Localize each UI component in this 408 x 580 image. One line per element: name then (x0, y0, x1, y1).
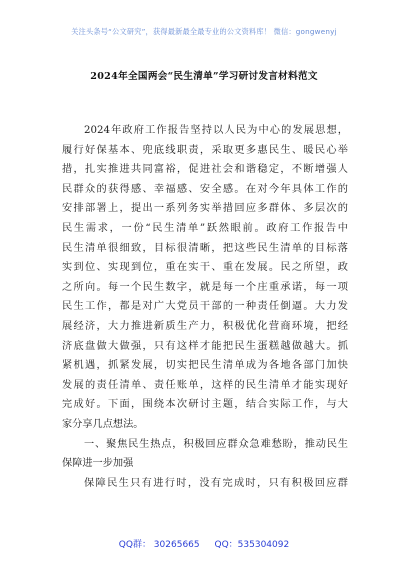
paragraph-line: 民群众的获得感、幸福感、安全感。在对今年具体工作的 (62, 183, 348, 195)
document-title: 2024年全国两会“民生清单”学习研讨发言材料范文 (90, 71, 318, 82)
paragraph-line: 紧机遇，抓紧发展，切实把民生清单成为各地各部门加快 (62, 360, 348, 372)
footer-contact (0, 537, 408, 550)
paragraph-line: 家分享几点想法。 (62, 418, 144, 430)
paragraph-line: 之所向。每一个民生数字，就是每一个庄重承诺，每一项 (62, 281, 348, 293)
paragraph-line: 民生工作，都是对广大党员干部的一种责任倒逼。大力发 (62, 301, 348, 313)
footer-qq-group: QQ群： 30265665 (118, 540, 200, 550)
paragraph-line: 完成好。下面，围绕本次研讨主题，结合实际工作，与大 (62, 399, 348, 411)
paragraph-line: 保障民生只有进行时，没有完成时，只有积极回应群 (84, 477, 348, 489)
paragraph-line: 安排部署上，提出一系列务实举措回应多群体、多层次的 (62, 203, 348, 215)
footer-qq-number: QQ：535304092 (214, 540, 290, 550)
paragraph-line: 措，扎实推进共同富裕，促进社会和谐稳定，不断增强人 (62, 164, 348, 176)
paragraph-line: 履行好保基本、兜底线职责，采取更多惠民生、暖民心举 (62, 144, 348, 156)
paragraph-line: 济底盘做大做强，只有这样才能把民生蛋糕越做越大。抓 (62, 340, 348, 352)
paragraph-line: 展经济，大力推进新质生产力，积极优化营商环境，把经 (62, 320, 348, 332)
document-body (62, 121, 348, 493)
paragraph-line: 2024年政府工作报告坚持以人民为中心的发展思想， (84, 125, 348, 136)
section-heading-line: 一、聚焦民生热点，积极回应群众急难愁盼，推动民生 (84, 438, 348, 450)
paragraph-line: 民生需求，一份“民生清单”跃然眼前。政府工作报告中 (62, 222, 348, 234)
paragraph-line: 实到位、实现到位，重在实干、重在发展。民之所望，政 (62, 262, 348, 274)
section-heading-line: 保障进一步加强 (62, 458, 134, 470)
header-banner: 关注头条号“公文研究”，获得最新最全最专业的公文资料库！ 微信：gongwenyj (71, 27, 337, 36)
paragraph-line: 民生清单很细致，目标很清晰，把这些民生清单的目标落 (62, 242, 348, 254)
paragraph-line: 发展的责任清单、责任账单，这样的民生清单才能实现好 (62, 379, 348, 391)
